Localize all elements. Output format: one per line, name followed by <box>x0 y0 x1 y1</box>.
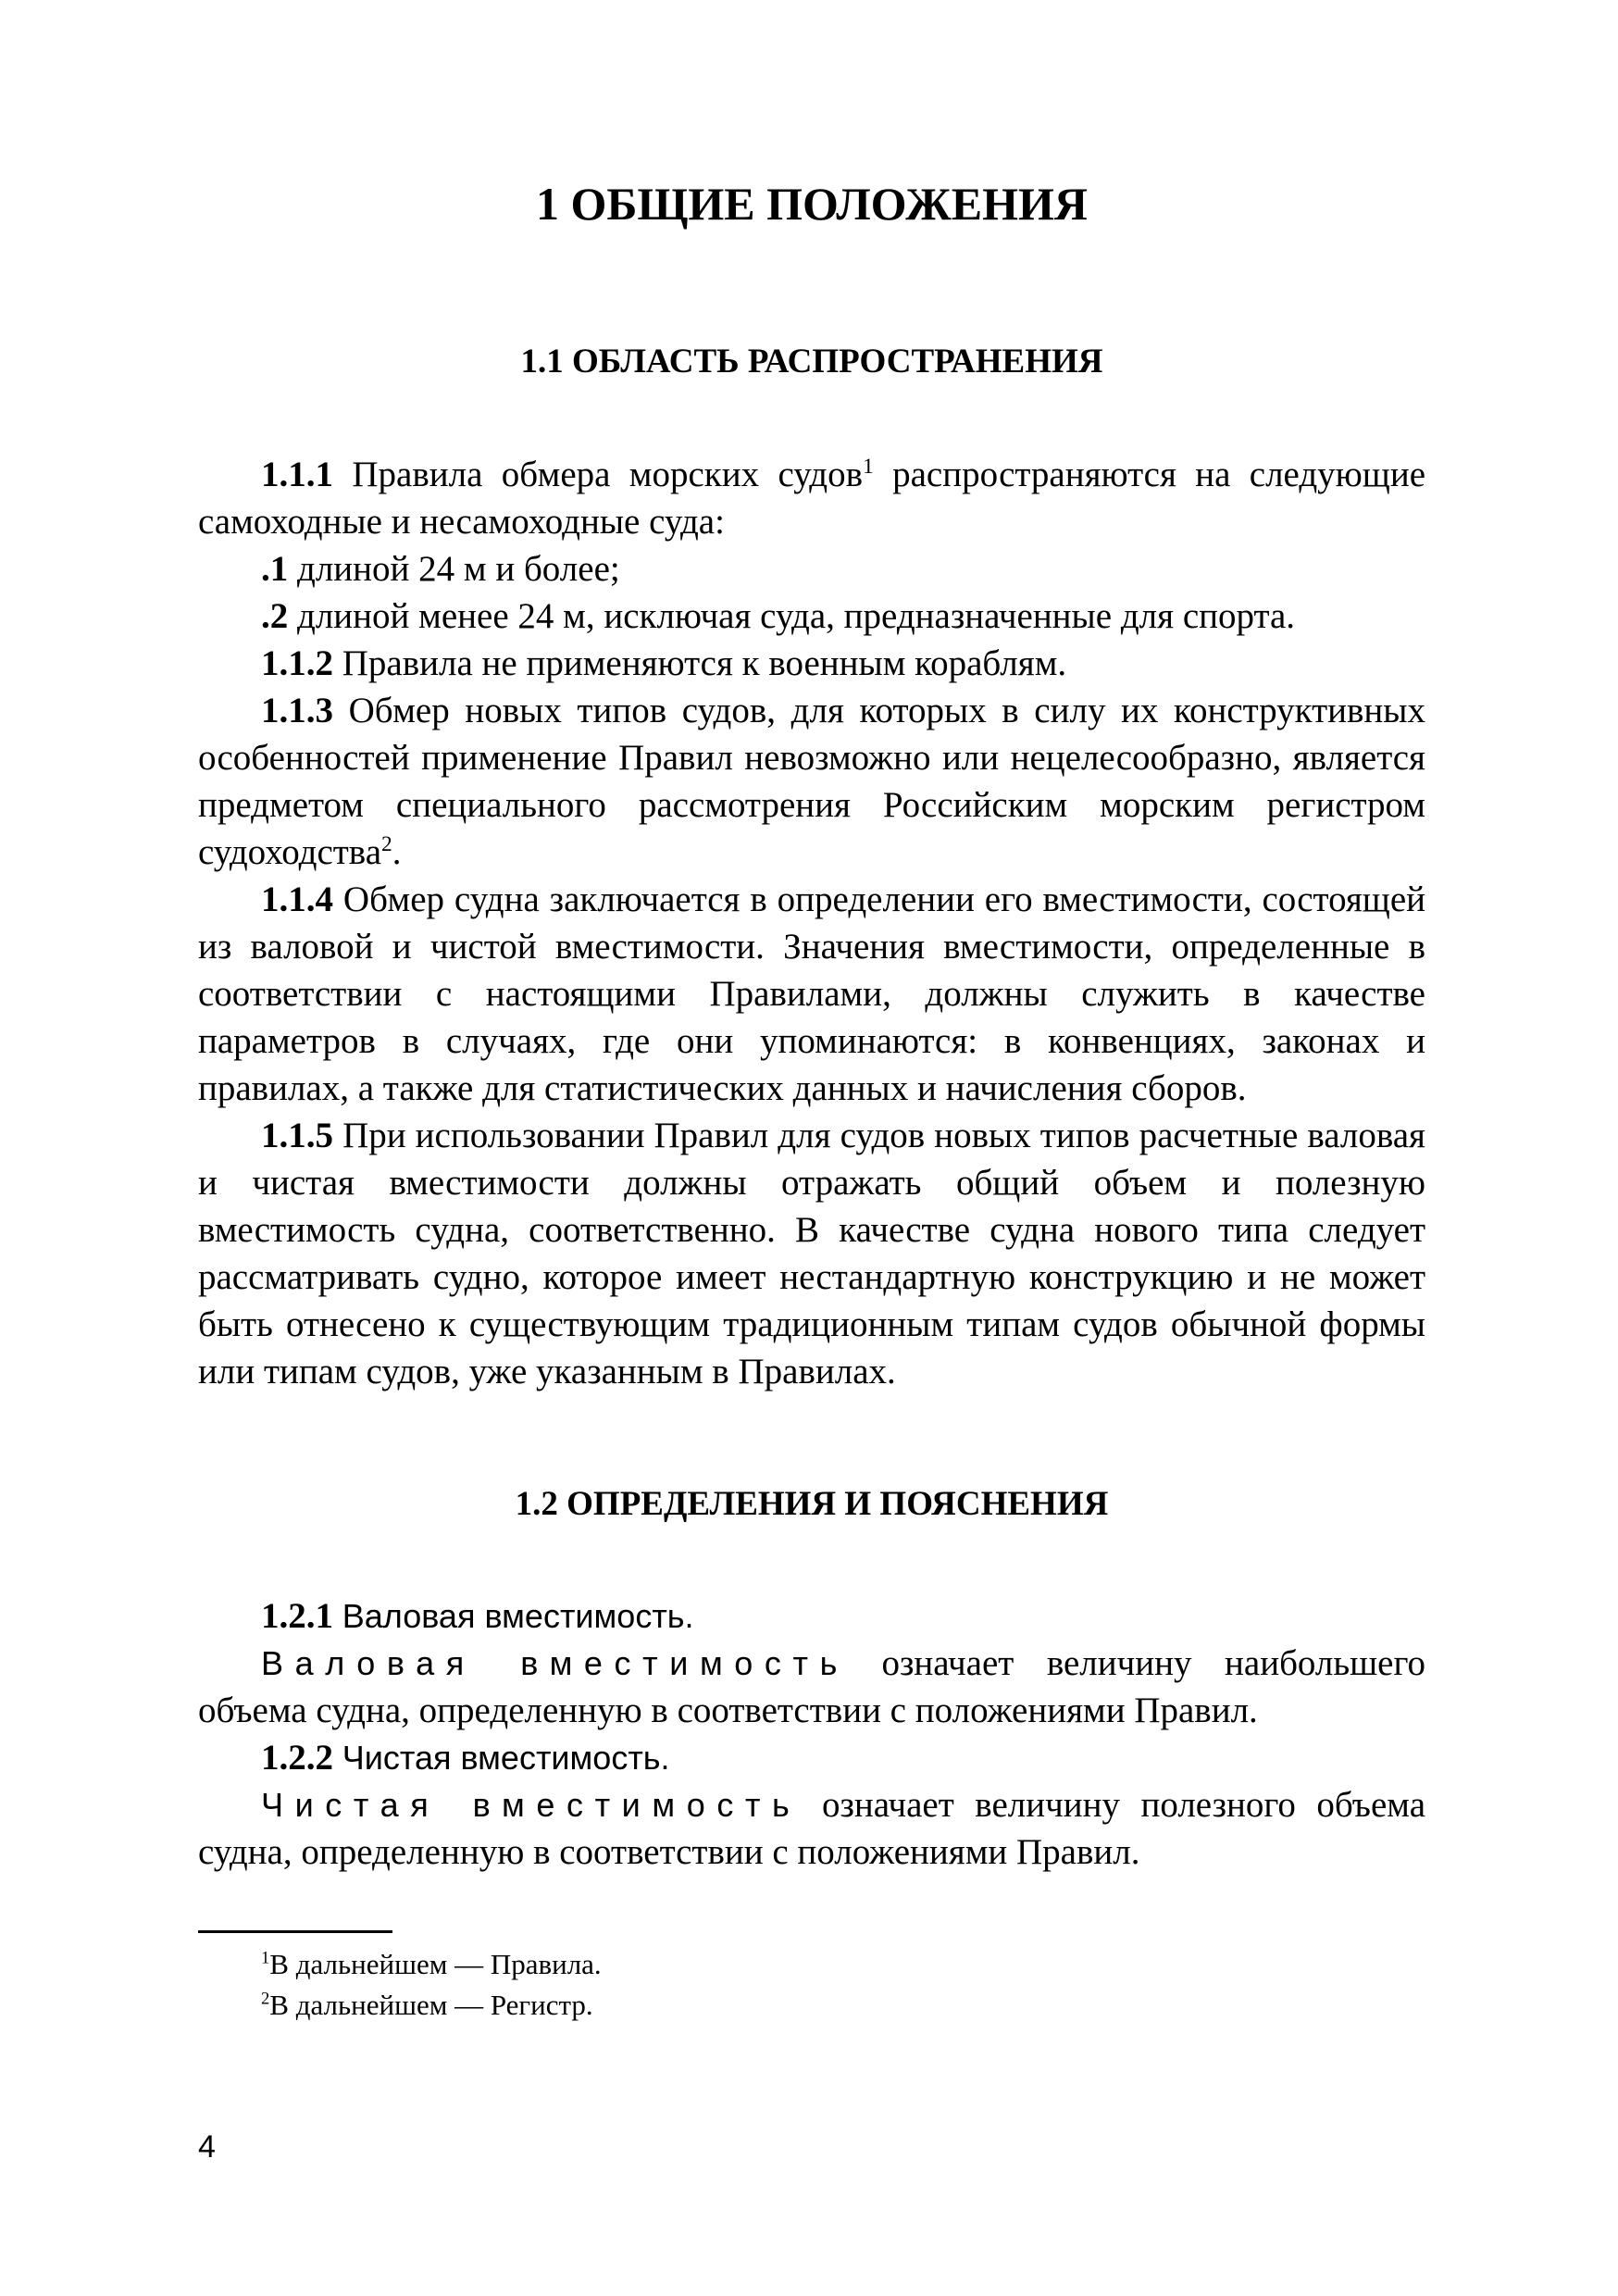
clause-number: 1.2.2 <box>261 1738 333 1778</box>
footnote-ref: 1 <box>863 455 874 479</box>
item-number: .2 <box>261 596 289 636</box>
clause-number: 1.1.4 <box>261 880 333 919</box>
clause-number: 1.2.1 <box>261 1596 333 1636</box>
paragraph-1-1-3 <box>198 687 1425 876</box>
footnote-text: В дальнейшем — Регистр. <box>269 1989 593 2021</box>
footnote-text: В дальнейшем — Правила. <box>269 1948 602 1980</box>
clause-number: 1.1.2 <box>261 643 333 683</box>
list-item-1 <box>198 545 1425 593</box>
definition-title: Чистая вместимость. <box>342 1739 670 1777</box>
paragraph-1-1-5 <box>198 1112 1425 1395</box>
defined-term: Чистая вместимость <box>261 1786 802 1824</box>
paragraph-text: Обмер судна заключается в определении его вместимости, состоящей из валовой и чистой вместимости. Значения вместимости, определенные в соответствии с настоящими Правилами, должны служить в качестве параметров в случаях, где они упоминаются: в конвенциях, законах и правилах, а также для статистических данных и начисления сборов. <box>198 880 1425 1108</box>
footnote-mark: 2 <box>261 1989 270 2009</box>
section-heading-1-1: 1.1 ОБЛАСТЬ РАСПРОСТРАНЕНИЯ <box>520 343 1103 381</box>
list-item-2 <box>198 593 1425 640</box>
paragraph-text: Правила обмера морских судов <box>352 455 864 494</box>
item-text: длиной менее 24 м, исключая суда, предназначенные для спорта. <box>297 596 1296 636</box>
paragraph-text: При использовании Правил для судов новых типов расчетные валовая и чистая вместимости должны отражать общий объем и полезную вместимость судна, соответственно. В качестве судна нового типа следует рассматривать судно, которое имеет нестандартную конструкцию и не может быть отнесено к существующим традиционным типам судов обычной формы или типам судов, уже указанным в Правилах. <box>198 1116 1425 1391</box>
definition-1-2-1-text <box>198 1640 1425 1734</box>
definition-1-2-2-text <box>198 1781 1425 1876</box>
footnote-mark: 1 <box>261 1948 270 1968</box>
paragraph-text: Правила не применяются к военным кораблям. <box>342 643 1067 683</box>
definition-title: Валовая вместимость. <box>342 1597 694 1635</box>
paragraph-end: . <box>392 832 402 872</box>
item-text: длиной 24 м и более; <box>297 549 620 589</box>
paragraph-text: Обмер новых типов судов, для которых в силу их конструктивных особенностей применение Правил невозможно или нецелесообразно, является предметом специального рассмотрения Российским морским регистром судоходства <box>198 691 1426 872</box>
defined-term: Валовая вместимость <box>261 1644 849 1682</box>
paragraph-1-1-4 <box>198 876 1425 1112</box>
section-1-2-body <box>198 1592 1425 1876</box>
clause-number: 1.1.1 <box>261 455 333 494</box>
footnotes <box>198 1944 1425 2026</box>
definition-1-2-2-title <box>198 1734 1425 1781</box>
paragraph-1-1-1 <box>198 451 1425 545</box>
footnote-2 <box>198 1985 1425 2026</box>
clause-number: 1.1.5 <box>261 1116 333 1155</box>
definition-text: означает величину наибольшего объема судна, определенную в соответствии с положениями Правил. <box>198 1643 1426 1730</box>
paragraph-text: распространяются на следующие самоходные и несамоходные суда: <box>198 455 1426 542</box>
footnote-ref: 2 <box>381 832 392 856</box>
footnote-separator <box>198 1930 392 1933</box>
section-heading-1-2: 1.2 ОПРЕДЕЛЕНИЯ И ПОЯСНЕНИЯ <box>515 1485 1109 1523</box>
section-1-1-body <box>198 451 1425 1395</box>
clause-number: 1.1.3 <box>261 691 333 730</box>
footnote-1 <box>198 1944 1425 1985</box>
definition-1-2-1-title <box>198 1592 1425 1640</box>
paragraph-1-1-2 <box>198 640 1425 687</box>
page-title: 1 ОБЩИЕ ПОЛОЖЕНИЯ <box>536 178 1088 230</box>
item-number: .1 <box>261 549 289 589</box>
page-number: 4 <box>198 2129 216 2165</box>
definition-text: означает величину полезного объема судна, определенную в соответствии с положениями Правил. <box>198 1785 1425 1872</box>
